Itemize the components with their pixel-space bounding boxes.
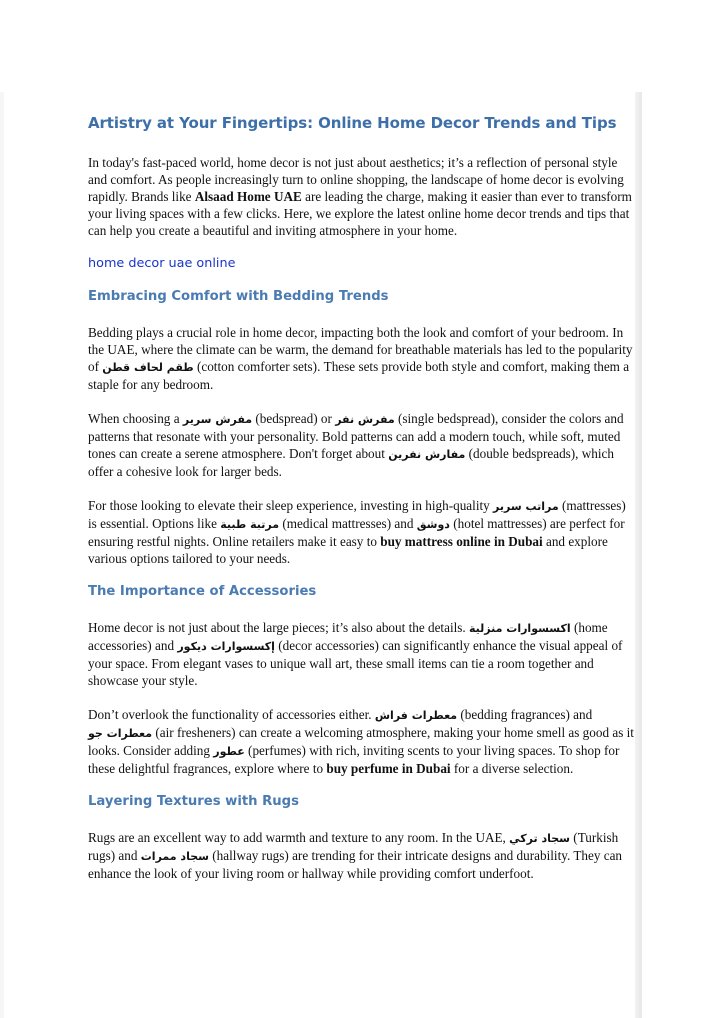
intro-text: In today's fast-paced world, home decor is not just about aesthetics; it’s a reflection of personal style and comfort. As people increasingly turn to online shopping, the landscape of home decor is evolving rapidly. Brands like bbox=[88, 155, 624, 204]
text: (air fresheners) can create a welcoming atmosphere, making your home smell as good as it looks. Consider adding bbox=[88, 725, 634, 758]
accessories-paragraph-1 bbox=[88, 619, 636, 689]
arabic-term: مفارش نفرين bbox=[388, 448, 466, 461]
section-heading-accessories: The Importance of Accessories bbox=[88, 584, 317, 599]
arabic-term: طقم لحاف قطن bbox=[102, 361, 194, 374]
bedding-paragraph-1 bbox=[88, 324, 636, 393]
arabic-term: سجاد تركي bbox=[509, 832, 570, 845]
bold-phrase: buy perfume in Dubai bbox=[326, 761, 451, 776]
page-title: Artistry at Your Fingertips: Online Home Decor Trends and Tips bbox=[88, 114, 617, 132]
text: for a diverse selection. bbox=[450, 761, 574, 776]
text: and explore various options tailored to your needs. bbox=[88, 534, 608, 566]
text: (bedding fragrances) and bbox=[457, 707, 593, 722]
text: (bedspread) or bbox=[252, 411, 336, 426]
intro-text-2: are leading the charge, making it easier than ever to transform your living spaces with a few clicks. Here, we explore the latest online home decor trends and tips that can help you create a beautiful and inviting atmosphere in your home. bbox=[88, 189, 632, 238]
text: (hotel mattresses) are perfect for ensuring restful nights. Online retailers make it easy to bbox=[88, 516, 625, 549]
text: (mattresses) is essential. Options like bbox=[88, 498, 626, 531]
page-left-edge bbox=[0, 92, 4, 1018]
arabic-term: عطور bbox=[213, 745, 245, 758]
text: Bedding plays a crucial role in home decor, impacting both the look and comfort of your bedroom. In the UAE, where the climate can be warm, the demand for breathable materials has led to the popularity of bbox=[88, 325, 633, 374]
arabic-term: معطرات فراش bbox=[374, 709, 458, 722]
arabic-term: دوشق bbox=[416, 518, 450, 531]
text: Home decor is not just about the large pieces; it’s also about the details. bbox=[88, 620, 470, 635]
bedding-paragraph-3 bbox=[88, 497, 636, 567]
arabic-term: مرتبة طبية bbox=[220, 518, 280, 531]
page-right-shadow bbox=[635, 92, 642, 1018]
bedding-paragraph-2 bbox=[88, 410, 636, 480]
text: For those looking to elevate their sleep experience, investing in high-quality bbox=[88, 498, 494, 513]
text: Don’t overlook the functionality of accessories either. bbox=[88, 707, 375, 722]
accessories-paragraph-2 bbox=[88, 706, 636, 777]
text: (medical mattresses) and bbox=[279, 516, 417, 531]
text: (home accessories) and bbox=[88, 620, 608, 653]
brand-name: Alsaad Home UAE bbox=[194, 189, 302, 204]
home-decor-link[interactable]: home decor uae online bbox=[88, 256, 236, 271]
arabic-term: اكسسوارات منزلية bbox=[469, 622, 571, 635]
text: (double bedspreads), which offer a cohesive look for larger beds. bbox=[88, 446, 615, 479]
text: When choosing a bbox=[88, 411, 183, 426]
text: (hallway rugs) are trending for their intricate designs and durability. They can enhance the look of your living room or hallway while providing comfort underfoot. bbox=[88, 848, 623, 881]
text: (cotton comforter sets). These sets provide both style and comfort, making them a staple for any bedroom. bbox=[88, 359, 630, 392]
arabic-term: مفرش نفر bbox=[335, 413, 395, 426]
text: Rugs are an excellent way to add warmth and texture to any room. In the UAE, bbox=[88, 830, 510, 845]
bold-phrase: buy mattress online in Dubai bbox=[380, 534, 543, 549]
rugs-paragraph-1 bbox=[88, 829, 636, 882]
intro-paragraph bbox=[88, 154, 636, 239]
arabic-term: سجاد ممرات bbox=[140, 850, 209, 863]
arabic-term: إكسسوارات ديكور bbox=[177, 640, 275, 653]
arabic-term: مراتب سرير bbox=[493, 500, 559, 513]
arabic-term: معطرات جو bbox=[88, 727, 153, 740]
document-body bbox=[88, 114, 636, 899]
text: (perfumes) with rich, inviting scents to your living spaces. To shop for these delightful fragrances, explore where to bbox=[88, 743, 620, 776]
section-heading-rugs: Layering Textures with Rugs bbox=[88, 794, 299, 809]
section-heading-bedding: Embracing Comfort with Bedding Trends bbox=[88, 289, 389, 304]
arabic-term: مفرش سرير bbox=[182, 413, 253, 426]
text: (single bedspread), consider the colors and patterns that resonate with your personality. Bold patterns can add a modern touch, while soft, muted tones can create a serene atmosphere. Don't forget about bbox=[88, 411, 624, 461]
text: (decor accessories) can significantly enhance the visual appeal of your space. From elegant vases to unique wall art, these small items can tie a room together and showcase your style. bbox=[88, 638, 623, 688]
text: (Turkish rugs) and bbox=[88, 830, 619, 863]
